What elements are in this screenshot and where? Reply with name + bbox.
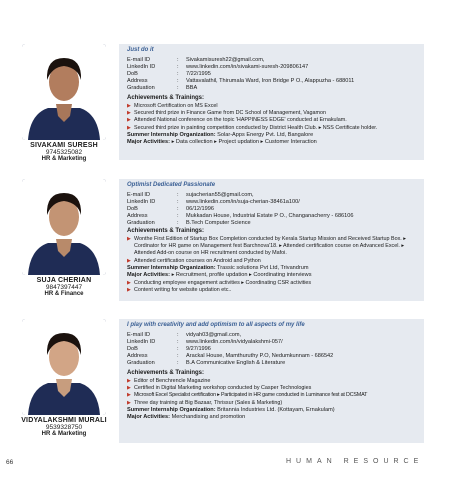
profile-department: HR & Marketing	[41, 431, 87, 437]
achievement-item: ▶ Wonthe First Edition of Startup Box Completion conducted by Kerala Startup Mission and Received Startup Box. ▸ Cordinator for HR game on Management fest Barchnova'18. ▸ Attended certification course on Advanced Excel. ▸ Attended Add-on course on HR recruitment conducted by Mafoi.	[127, 235, 406, 257]
page-number: 66	[6, 459, 14, 466]
achievement-item: ▶ Three day training at Big Bazaar, Thrissur (Sales & Marketing)	[127, 399, 283, 406]
bullet-triangle-icon: ▶	[127, 399, 131, 406]
field-graduation: Graduation : B.Tech Computer Science	[127, 220, 251, 227]
achievement-item: ▶ Attended certification courses on Android and Python	[127, 257, 261, 264]
field-address: Address : Vattavalathil, Thirumala Ward, Iron Bridge P O., Alappuzha - 688011	[127, 78, 355, 85]
activity-item: ▶ Conducting employee engagement activities ▸ Coordinating CSR activities	[127, 279, 312, 286]
bullet-triangle-icon: ▶	[127, 235, 131, 242]
field-address: Address : Mukkadan House, Industrial Estate P O., Changanacherry - 686106	[127, 213, 354, 220]
section-title: HUMAN RESOURCE	[286, 458, 424, 465]
profile-details-panel	[117, 179, 424, 301]
bullet-triangle-icon: ▶	[127, 257, 131, 264]
profile-phone: 9745325082	[45, 149, 83, 156]
profile-name: VIDYALAKSHMI MURALI	[21, 417, 107, 424]
profile-department: HR & Finance	[44, 291, 84, 297]
achievement-item: ▶ Microsoft Excel Specialist certification ▸ Participated in HR game conducted in Luminance fest at DCSMAT	[127, 392, 368, 399]
person-portrait-icon	[22, 319, 106, 415]
profile-card	[14, 179, 424, 301]
profile-photo	[22, 319, 106, 415]
person-portrait-icon	[22, 179, 106, 275]
profile-tagline: Optimist Dedicated Passionate	[127, 182, 216, 188]
bullet-triangle-icon: ▶	[127, 117, 131, 124]
field-linkedin: LinkedIn ID : www.linkedin.com/in/suja-cherian-38461a100/	[127, 199, 300, 206]
achievement-item: ▶ Certified in Digital Marketing workshop conducted by Casper Technologies	[127, 385, 312, 392]
field-dob: DoB : 06/12/1996	[127, 206, 214, 213]
achievement-item: ▶ Editor of Benchrencle Magazine	[127, 377, 211, 384]
bullet-triangle-icon: ▶	[127, 279, 131, 286]
profile-department: HR & Marketing	[41, 156, 87, 162]
field-dob: DoB : 9/27/1996	[127, 346, 211, 353]
profile-details-panel	[117, 319, 424, 443]
profile-photo	[22, 179, 106, 275]
achievements-heading: Achievements & Trainings:	[127, 95, 205, 102]
achievements-heading: Achievements & Trainings:	[127, 228, 205, 235]
achievement-item: ▶ Attended National conference on the topic 'HAPPINESS EDGE' conducted at Ernakulam.	[127, 117, 347, 124]
internship-line: Summer Internship Organization: Trassic solutions Pvt Ltd, Trivandrum	[127, 264, 309, 271]
person-portrait-icon	[22, 44, 106, 140]
internship-line: Summer Internship Organization: Britannia Industries Ltd. (Kottayam, Ernakulam)	[127, 406, 335, 413]
field-email: E-mail ID : sujacherian55@gmail.com,	[127, 192, 254, 198]
profile-photo	[22, 44, 106, 140]
activities-line: Major Activities: Merchandising and promotion	[127, 414, 246, 421]
field-graduation: Graduation : BBA	[127, 85, 198, 92]
profile-phone: 9847397447	[45, 284, 83, 291]
field-email: E-mail ID : Sivakamisuresh22@gmail.com,	[127, 57, 265, 63]
profile-details-panel	[117, 44, 424, 160]
profile-tagline: I play with creativity and add optimism to all aspects of my life	[127, 322, 305, 328]
bullet-triangle-icon: ▶	[127, 392, 131, 399]
profile-card	[14, 319, 424, 443]
profile-tagline: Just do it	[127, 47, 154, 53]
field-linkedin: LinkedIn ID : www.linkedin.com/in/vidyalakshmi-057/	[127, 339, 283, 346]
bullet-triangle-icon: ▶	[127, 385, 131, 392]
field-graduation: Graduation : B.A Communicative English & Literature	[127, 360, 286, 367]
achievement-item: ▶ Microsoft Certification on MS Excel	[127, 102, 218, 109]
achievements-heading: Achievements & Trainings:	[127, 370, 205, 377]
activities-line: Major Activities: ▸ Data collection ▸ Project updation ▸ Customer Interaction	[127, 139, 317, 146]
activity-item: ▶ Content writing for website updation etc..	[127, 286, 232, 293]
profile-phone: 9539328750	[45, 424, 83, 431]
bullet-triangle-icon: ▶	[127, 110, 131, 117]
profile-name: SUJA CHERIAN	[36, 277, 92, 284]
bullet-triangle-icon: ▶	[127, 377, 131, 384]
achievement-item: ▶ Secured third prize in Finance Game from DC School of Management, Vagamon	[127, 110, 326, 117]
profile-photo-column	[14, 179, 114, 297]
field-linkedin: LinkedIn ID : www.linkedin.com/in/sivakami-suresh-209806147	[127, 64, 309, 71]
activities-line: Major Activities: ▸ Recruitment, profile updation ▸ Coordinating interviews	[127, 272, 312, 279]
internship-line: Summer Internship Organization: Solar-Apps Energy Pvt. Ltd, Bangalore	[127, 131, 314, 138]
achievement-item: ▶ Secured third prize in painting competition conducted by District Health Club. ▸ NSS Certificate holder.	[127, 124, 378, 131]
profile-name: SIVAKAMI SURESH	[30, 142, 98, 149]
field-email: E-mail ID : vidyah03@gmail.com,	[127, 332, 242, 338]
profile-card	[14, 44, 424, 160]
field-dob: DoB : 7/22/1995	[127, 71, 211, 78]
profile-photo-column	[14, 319, 114, 437]
field-address: Address : Arackal House, Mamthuruthy P.O, Nedumkunnam - 686542	[127, 353, 334, 360]
bullet-triangle-icon: ▶	[127, 124, 131, 131]
profile-photo-column	[14, 44, 114, 162]
bullet-triangle-icon: ▶	[127, 102, 131, 109]
bullet-triangle-icon: ▶	[127, 286, 131, 293]
